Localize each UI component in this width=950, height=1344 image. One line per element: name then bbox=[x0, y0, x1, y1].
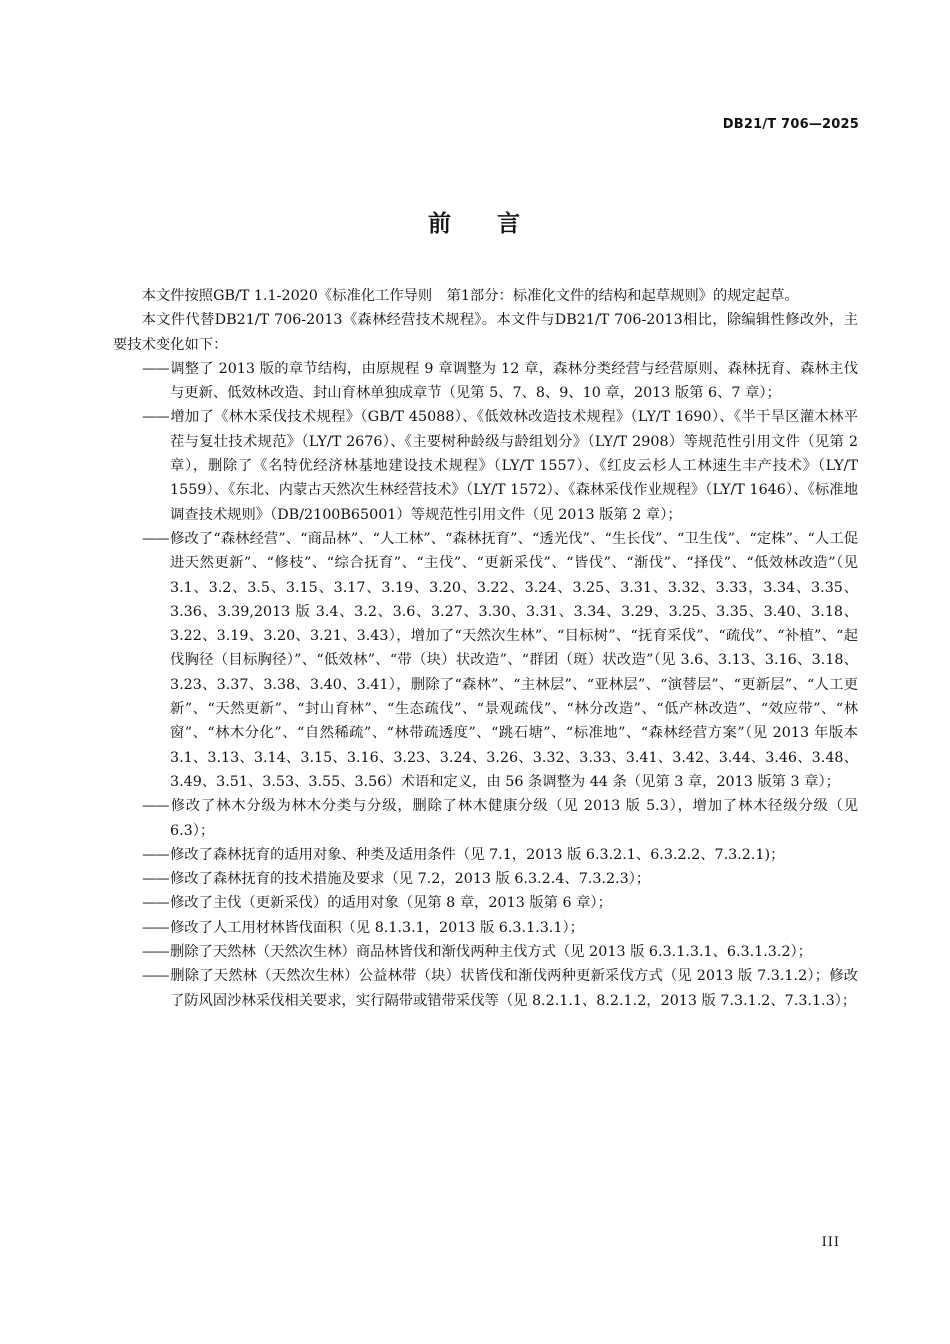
change-item bbox=[113, 357, 858, 406]
change-item bbox=[113, 916, 858, 940]
list-dash: —— bbox=[142, 530, 169, 547]
change-text: 修改了人工用材林皆伐面积（见 8.1.3.1，2013 版 6.3.1.3.1）； bbox=[170, 919, 584, 936]
change-text: 修改了林木分级为林木分类与分级，删除了林木健康分级（见 2013 版 5.3），增加了林木径级分级（见 6.3）； bbox=[170, 798, 858, 839]
list-dash: —— bbox=[142, 360, 169, 377]
change-text: 删除了天然林（天然次生林）商品林皆伐和渐伐两种主伐方式（见 2013 版 6.3.1.3.1、6.3.1.3.2）； bbox=[170, 944, 812, 961]
replacement-paragraph: 本文件代替DB21/T 706-2013《森林经营技术规程》。本文件与DB21/T 706-2013相比，除编辑性修改外，主要技术变化如下： bbox=[113, 312, 858, 353]
title-char-1: 前 bbox=[428, 211, 453, 237]
list-dash: —— bbox=[142, 846, 169, 863]
list-dash: —— bbox=[142, 968, 169, 985]
change-text: 修改了“森林经营”、“商品林”、“人工林”、“森林抚育”、“透光伐”、“生长伐”、“卫生伐”、“定株”、“人工促进天然更新”、“修枝”、“综合抚育”、“主伐”、“更新采伐”、“皆伐”、“渐伐”、“择伐”、“低效林改造”（见 3.1、3.2、3.5、3.15、3.17、3.19、3.20、3.22、3.24、3.25、3.31、3.32、3.33，3.34、3.35、3.36、3.39,2013 版 3.4、3.2、3.6、3.27、3.30、3.31、3.34、3.29、3.25、3.35、3.40、3.18、3.22、3.19、3.20、3.21、3.43），增加了“天然次生林”、“目标树”、“抚育采伐”、“疏伐”、“补植”、“起伐胸径（目标胸径）”、“低效林”、“带（块）状改造”、“群团（斑）状改造”（见 3.6、3.13、3.16、3.18、3.23、3.37、3.38、3.40、3.41），删除了“森林”、“主林层”、“亚林层”、“演替层”、“更新层”、“人工更新”、“天然更新”、“封山育林”、“生态疏伐”、“景观疏伐”、“林分改造”、“低产林改造”、“效应带”、“林窗”、“林木分化”、“自然稀疏”、“林带疏透度”、“跳石塘”、“标准地”、“森林经营方案”（见 2013 年版本 3.1、3.13、3.14、3.15、3.16、3.23、3.24、3.26、3.32、3.33、3.41、3.42、3.44、3.46、3.48、3.49、3.51、3.53、3.55、3.56）术语和定义，由 56 条调整为 44 条（见第 3 章，2013 版第 3 章）； bbox=[170, 530, 858, 790]
change-item bbox=[113, 843, 858, 867]
change-item bbox=[113, 964, 858, 1013]
change-text: 修改了森林抚育的适用对象、种类及适用条件（见 7.1，2013 版 6.3.2.1、6.3.2.2、7.3.2.1)； bbox=[170, 846, 785, 863]
list-dash: —— bbox=[142, 895, 169, 912]
change-text: 删除了天然林（天然次生林）公益林带（块）状皆伐和渐伐两种更新采伐方式（见 2013 版 7.3.1.2）；修改了防风固沙林采伐相关要求，实行隔带或错带采伐等（见 8.2.1.1、8.2.1.2，2013 版 7.3.1.2、7.3.1.3）； bbox=[170, 968, 858, 1009]
intro-paragraph: 本文件按照GB/T 1.1-2020《标准化工作导则 第1部分：标准化文件的结构和起草规则》的规定起草。 bbox=[141, 288, 799, 304]
list-dash: —— bbox=[142, 919, 169, 936]
change-item bbox=[113, 940, 858, 964]
document-body bbox=[113, 284, 858, 1013]
change-text: 调整了 2013 版的章节结构，由原规程 9 章调整为 12 章，森林分类经营与经营原则、森林抚育、森林主伐与更新、低效林改造、封山育林单独成章节（见第 5、7、8、9、10 章，2013 版第 6、7 章）； bbox=[170, 360, 858, 402]
change-item bbox=[113, 867, 858, 891]
list-dash: —— bbox=[142, 409, 169, 426]
change-item bbox=[113, 527, 858, 794]
change-text: 增加了《林木采伐技术规程》（GB/T 45088）、《低效林改造技术规程》（LY/T 1690）、《半干旱区灌木林平茬与复壮技术规范》（LY/T 2676）、《主要树种龄级与龄组划分》（LY/T 2908）等规范性引用文件（见第 2 章），删除了《名特优经济林基地建设技术规程》（LY/T 1557）、《红皮云杉人工林速生丰产技术》（LY/T 1559）、《东北、内蒙古天然次生林经营技术》（LY/T 1572）、《森林采伐作业规程》（LY/T 1646）、《标准地调查技术规则》（DB/2100B65001）等规范性引用文件（见 2013 版第 2 章）； bbox=[170, 409, 858, 523]
change-text: 修改了主伐（更新采伐）的适用对象（见第 8 章，2013 版第 6 章）； bbox=[170, 895, 612, 912]
list-dash: —— bbox=[142, 944, 169, 961]
list-dash: —— bbox=[142, 871, 169, 888]
change-item bbox=[113, 405, 858, 526]
title-char-2: 言 bbox=[497, 211, 522, 237]
page-number: III bbox=[821, 1235, 840, 1250]
list-dash: —— bbox=[142, 798, 169, 815]
change-text: 修改了森林抚育的技术措施及要求（见 7.2，2013 版 6.3.2.4、7.3.2.3）； bbox=[170, 871, 651, 888]
document-code: DB21/T 706—2025 bbox=[722, 117, 859, 132]
page-title bbox=[0, 205, 950, 238]
change-item bbox=[113, 891, 858, 915]
change-item bbox=[113, 794, 858, 843]
